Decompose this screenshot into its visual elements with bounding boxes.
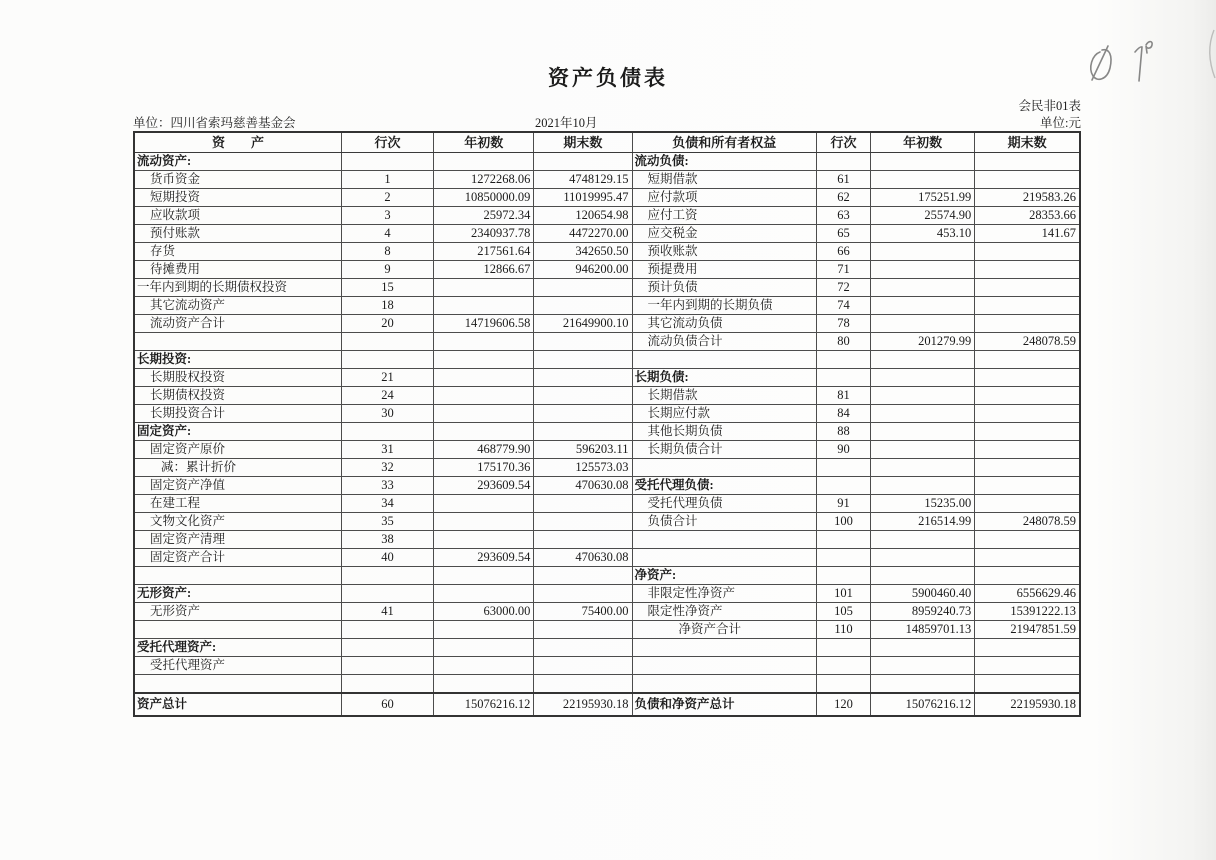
right-closing-balance	[975, 675, 1080, 694]
col-header-line-no: 行次	[341, 132, 433, 153]
left-item-label: 短期投资	[134, 189, 341, 207]
right-closing-balance	[975, 495, 1080, 513]
table-row	[134, 279, 1080, 297]
right-opening-balance: 175251.99	[871, 189, 975, 207]
left-item-label: 无形资产	[134, 603, 341, 621]
left-line-number: 3	[341, 207, 433, 225]
right-line-number: 65	[816, 225, 870, 243]
left-item-label: 文物文化资产	[134, 513, 341, 531]
right-closing-balance	[975, 243, 1080, 261]
left-closing-balance	[534, 405, 632, 423]
left-item-label: 长期股权投资	[134, 369, 341, 387]
left-opening-balance	[434, 297, 534, 315]
right-item-label: 一年内到期的长期负债	[632, 297, 816, 315]
left-closing-balance	[534, 423, 632, 441]
right-opening-balance	[871, 171, 975, 189]
left-closing-balance	[534, 621, 632, 639]
right-opening-balance	[871, 549, 975, 567]
right-line-number: 105	[816, 603, 870, 621]
right-opening-balance: 5900460.40	[871, 585, 975, 603]
right-opening-balance	[871, 261, 975, 279]
right-item-label: 流动负债:	[632, 153, 816, 171]
left-line-number: 9	[341, 261, 433, 279]
right-line-number: 80	[816, 333, 870, 351]
left-closing-balance	[534, 585, 632, 603]
left-item-label: 固定资产清理	[134, 531, 341, 549]
left-line-number	[341, 675, 433, 694]
table-row	[134, 495, 1080, 513]
right-opening-balance	[871, 297, 975, 315]
left-closing-balance: 4472270.00	[534, 225, 632, 243]
left-line-number: 33	[341, 477, 433, 495]
right-item-label: 流动负债合计	[632, 333, 816, 351]
table-row	[134, 693, 1080, 716]
left-closing-balance: 120654.98	[534, 207, 632, 225]
left-line-number: 31	[341, 441, 433, 459]
right-closing-balance: 28353.66	[975, 207, 1080, 225]
left-closing-balance: 22195930.18	[534, 693, 632, 716]
right-opening-balance: 453.10	[871, 225, 975, 243]
right-closing-balance: 21947851.59	[975, 621, 1080, 639]
table-row	[134, 513, 1080, 531]
right-line-number	[816, 639, 870, 657]
left-line-number	[341, 153, 433, 171]
right-closing-balance	[975, 639, 1080, 657]
left-line-number	[341, 351, 433, 369]
left-closing-balance: 946200.00	[534, 261, 632, 279]
right-item-label	[632, 459, 816, 477]
left-closing-balance: 75400.00	[534, 603, 632, 621]
right-opening-balance: 15235.00	[871, 495, 975, 513]
right-closing-balance: 219583.26	[975, 189, 1080, 207]
left-line-number	[341, 333, 433, 351]
right-item-label: 限定性净资产	[632, 603, 816, 621]
right-item-label	[632, 531, 816, 549]
right-closing-balance	[975, 477, 1080, 495]
right-item-label: 预收账款	[632, 243, 816, 261]
form-code: 会民非01表	[1018, 99, 1081, 113]
left-line-number: 41	[341, 603, 433, 621]
table-row	[134, 405, 1080, 423]
left-closing-balance	[534, 369, 632, 387]
left-line-number: 40	[341, 549, 433, 567]
right-opening-balance: 8959240.73	[871, 603, 975, 621]
left-item-label: 固定资产原价	[134, 441, 341, 459]
right-item-label	[632, 351, 816, 369]
left-opening-balance	[434, 333, 534, 351]
right-opening-balance: 25574.90	[871, 207, 975, 225]
left-line-number	[341, 657, 433, 675]
table-row	[134, 333, 1080, 351]
left-opening-balance	[434, 423, 534, 441]
right-item-label: 净资产合计	[632, 621, 816, 639]
right-item-label: 受托代理负债:	[632, 477, 816, 495]
right-closing-balance	[975, 657, 1080, 675]
left-item-label	[134, 567, 341, 585]
right-line-number: 120	[816, 693, 870, 716]
left-opening-balance	[434, 657, 534, 675]
right-closing-balance	[975, 279, 1080, 297]
right-line-number: 62	[816, 189, 870, 207]
right-closing-balance	[975, 441, 1080, 459]
left-line-number: 18	[341, 297, 433, 315]
right-item-label: 长期借款	[632, 387, 816, 405]
left-item-label: 固定资产:	[134, 423, 341, 441]
right-closing-balance	[975, 153, 1080, 171]
right-line-number	[816, 459, 870, 477]
right-opening-balance: 216514.99	[871, 513, 975, 531]
right-item-label	[632, 639, 816, 657]
right-line-number: 71	[816, 261, 870, 279]
table-row	[134, 657, 1080, 675]
right-item-label: 净资产:	[632, 567, 816, 585]
right-line-number	[816, 567, 870, 585]
left-closing-balance	[534, 153, 632, 171]
left-item-label: 资产总计	[134, 693, 341, 716]
left-opening-balance: 293609.54	[434, 477, 534, 495]
left-opening-balance	[434, 351, 534, 369]
left-closing-balance: 11019995.47	[534, 189, 632, 207]
right-item-label: 其它流动负债	[632, 315, 816, 333]
meta-row	[133, 113, 1081, 130]
left-opening-balance	[434, 621, 534, 639]
left-opening-balance: 293609.54	[434, 549, 534, 567]
left-opening-balance: 175170.36	[434, 459, 534, 477]
left-closing-balance	[534, 279, 632, 297]
right-line-number: 88	[816, 423, 870, 441]
left-line-number: 21	[341, 369, 433, 387]
left-opening-balance: 1272268.06	[434, 171, 534, 189]
left-line-number: 32	[341, 459, 433, 477]
currency-unit: 单位:元	[1040, 116, 1081, 130]
right-line-number: 100	[816, 513, 870, 531]
right-opening-balance	[871, 639, 975, 657]
left-item-label: 长期投资:	[134, 351, 341, 369]
right-item-label: 负债和净资产总计	[632, 693, 816, 716]
table-row	[134, 189, 1080, 207]
right-line-number: 74	[816, 297, 870, 315]
table-row	[134, 171, 1080, 189]
left-closing-balance: 342650.50	[534, 243, 632, 261]
balance-sheet-body	[134, 153, 1080, 717]
left-closing-balance: 4748129.15	[534, 171, 632, 189]
right-closing-balance	[975, 405, 1080, 423]
right-closing-balance	[975, 387, 1080, 405]
right-item-label	[632, 549, 816, 567]
right-opening-balance	[871, 279, 975, 297]
page-title: 资产负债表	[548, 66, 668, 90]
table-row	[134, 243, 1080, 261]
table-row	[134, 549, 1080, 567]
table-row	[134, 603, 1080, 621]
left-opening-balance	[434, 279, 534, 297]
left-line-number: 1	[341, 171, 433, 189]
left-opening-balance: 25972.34	[434, 207, 534, 225]
right-closing-balance	[975, 567, 1080, 585]
left-opening-balance	[434, 369, 534, 387]
left-item-label: 预付账款	[134, 225, 341, 243]
left-line-number	[341, 639, 433, 657]
right-line-number: 78	[816, 315, 870, 333]
left-opening-balance	[434, 153, 534, 171]
right-item-label: 负债合计	[632, 513, 816, 531]
col-header-assets: 资 产	[134, 132, 341, 153]
left-closing-balance: 470630.08	[534, 549, 632, 567]
scan-edge-artifact	[1200, 28, 1216, 80]
right-line-number: 91	[816, 495, 870, 513]
right-line-number	[816, 531, 870, 549]
left-closing-balance	[534, 567, 632, 585]
right-item-label: 受托代理负债	[632, 495, 816, 513]
right-line-number	[816, 369, 870, 387]
right-line-number: 101	[816, 585, 870, 603]
right-opening-balance	[871, 477, 975, 495]
right-opening-balance: 14859701.13	[871, 621, 975, 639]
left-closing-balance	[534, 297, 632, 315]
left-item-label: 在建工程	[134, 495, 341, 513]
table-row	[134, 351, 1080, 369]
right-closing-balance	[975, 351, 1080, 369]
left-item-label: 货币资金	[134, 171, 341, 189]
table-row	[134, 675, 1080, 694]
right-item-label: 应付款项	[632, 189, 816, 207]
right-opening-balance	[871, 315, 975, 333]
left-line-number: 38	[341, 531, 433, 549]
right-closing-balance	[975, 369, 1080, 387]
left-item-label: 其它流动资产	[134, 297, 341, 315]
table-row	[134, 621, 1080, 639]
right-closing-balance: 15391222.13	[975, 603, 1080, 621]
left-opening-balance: 15076216.12	[434, 693, 534, 716]
report-period: 2021年10月	[535, 116, 598, 130]
right-opening-balance: 201279.99	[871, 333, 975, 351]
right-line-number: 90	[816, 441, 870, 459]
right-item-label: 长期应付款	[632, 405, 816, 423]
left-closing-balance: 125573.03	[534, 459, 632, 477]
right-line-number: 61	[816, 171, 870, 189]
left-closing-balance	[534, 387, 632, 405]
right-opening-balance: 15076216.12	[871, 693, 975, 716]
right-item-label: 应交税金	[632, 225, 816, 243]
header-row	[134, 132, 1080, 153]
right-opening-balance	[871, 459, 975, 477]
table-row	[134, 423, 1080, 441]
right-closing-balance	[975, 531, 1080, 549]
left-item-label: 一年内到期的长期债权投资	[134, 279, 341, 297]
right-item-label: 预提费用	[632, 261, 816, 279]
left-closing-balance: 470630.08	[534, 477, 632, 495]
left-line-number: 2	[341, 189, 433, 207]
table-row	[134, 297, 1080, 315]
right-opening-balance	[871, 657, 975, 675]
left-item-label: 长期债权投资	[134, 387, 341, 405]
left-line-number: 60	[341, 693, 433, 716]
left-line-number: 24	[341, 387, 433, 405]
right-item-label: 预计负债	[632, 279, 816, 297]
right-item-label: 应付工资	[632, 207, 816, 225]
right-line-number	[816, 657, 870, 675]
left-opening-balance	[434, 585, 534, 603]
right-opening-balance	[871, 423, 975, 441]
left-line-number	[341, 585, 433, 603]
right-line-number: 63	[816, 207, 870, 225]
right-item-label	[632, 657, 816, 675]
table-row	[134, 225, 1080, 243]
table-row	[134, 477, 1080, 495]
left-item-label: 流动资产:	[134, 153, 341, 171]
right-closing-balance	[975, 549, 1080, 567]
left-opening-balance: 468779.90	[434, 441, 534, 459]
left-item-label: 长期投资合计	[134, 405, 341, 423]
table-row	[134, 639, 1080, 657]
right-line-number	[816, 675, 870, 694]
right-opening-balance	[871, 441, 975, 459]
col-header-closing: 期末数	[534, 132, 632, 153]
left-opening-balance	[434, 531, 534, 549]
left-closing-balance	[534, 531, 632, 549]
org-unit: 单位：四川省索玛慈善基金会	[133, 116, 296, 130]
table-row	[134, 459, 1080, 477]
left-closing-balance: 596203.11	[534, 441, 632, 459]
right-closing-balance	[975, 423, 1080, 441]
left-line-number	[341, 621, 433, 639]
left-closing-balance	[534, 495, 632, 513]
left-line-number: 34	[341, 495, 433, 513]
table-row	[134, 261, 1080, 279]
left-line-number: 4	[341, 225, 433, 243]
col-header-opening: 年初数	[434, 132, 534, 153]
left-opening-balance: 217561.64	[434, 243, 534, 261]
right-line-number: 66	[816, 243, 870, 261]
table-row	[134, 531, 1080, 549]
right-item-label: 长期负债合计	[632, 441, 816, 459]
right-line-number	[816, 549, 870, 567]
left-closing-balance	[534, 513, 632, 531]
left-closing-balance	[534, 675, 632, 694]
left-closing-balance: 21649900.10	[534, 315, 632, 333]
right-item-label	[632, 675, 816, 694]
left-opening-balance	[434, 639, 534, 657]
col-header-closing-2: 期末数	[975, 132, 1080, 153]
left-item-label	[134, 333, 341, 351]
left-line-number: 30	[341, 405, 433, 423]
right-opening-balance	[871, 567, 975, 585]
right-closing-balance	[975, 459, 1080, 477]
col-header-opening-2: 年初数	[871, 132, 975, 153]
right-opening-balance	[871, 531, 975, 549]
left-opening-balance	[434, 405, 534, 423]
left-line-number: 15	[341, 279, 433, 297]
right-closing-balance: 248078.59	[975, 513, 1080, 531]
right-closing-balance: 22195930.18	[975, 693, 1080, 716]
left-item-label: 固定资产合计	[134, 549, 341, 567]
left-item-label: 无形资产:	[134, 585, 341, 603]
left-line-number: 20	[341, 315, 433, 333]
table-row	[134, 315, 1080, 333]
left-opening-balance: 10850000.09	[434, 189, 534, 207]
left-closing-balance	[534, 639, 632, 657]
left-opening-balance: 2340937.78	[434, 225, 534, 243]
left-opening-balance: 14719606.58	[434, 315, 534, 333]
table-row	[134, 585, 1080, 603]
right-line-number: 81	[816, 387, 870, 405]
left-line-number	[341, 567, 433, 585]
left-opening-balance	[434, 513, 534, 531]
table-row	[134, 387, 1080, 405]
left-opening-balance	[434, 495, 534, 513]
right-closing-balance	[975, 315, 1080, 333]
right-closing-balance: 6556629.46	[975, 585, 1080, 603]
left-item-label: 存货	[134, 243, 341, 261]
left-opening-balance	[434, 675, 534, 694]
left-line-number: 35	[341, 513, 433, 531]
right-closing-balance: 248078.59	[975, 333, 1080, 351]
left-line-number	[341, 423, 433, 441]
left-closing-balance	[534, 657, 632, 675]
right-closing-balance	[975, 261, 1080, 279]
table-row	[134, 369, 1080, 387]
right-opening-balance	[871, 351, 975, 369]
left-item-label: 减：累计折价	[134, 459, 341, 477]
left-opening-balance	[434, 387, 534, 405]
left-closing-balance	[534, 351, 632, 369]
left-item-label: 固定资产净值	[134, 477, 341, 495]
right-closing-balance	[975, 297, 1080, 315]
left-item-label: 流动资产合计	[134, 315, 341, 333]
col-header-line-no-2: 行次	[816, 132, 870, 153]
right-line-number: 72	[816, 279, 870, 297]
right-closing-balance	[975, 171, 1080, 189]
right-opening-balance	[871, 243, 975, 261]
right-item-label: 其他长期负债	[632, 423, 816, 441]
right-line-number	[816, 477, 870, 495]
left-item-label: 受托代理资产	[134, 657, 341, 675]
left-item-label: 应收款项	[134, 207, 341, 225]
right-line-number: 110	[816, 621, 870, 639]
table-row	[134, 567, 1080, 585]
left-line-number: 8	[341, 243, 433, 261]
right-item-label: 非限定性净资产	[632, 585, 816, 603]
table-row	[134, 153, 1080, 171]
handwritten-mark	[1078, 28, 1188, 90]
right-opening-balance	[871, 387, 975, 405]
table-row	[134, 441, 1080, 459]
left-opening-balance: 63000.00	[434, 603, 534, 621]
right-opening-balance	[871, 369, 975, 387]
left-item-label: 待摊费用	[134, 261, 341, 279]
left-item-label: 受托代理资产:	[134, 639, 341, 657]
right-line-number	[816, 351, 870, 369]
left-closing-balance	[534, 333, 632, 351]
left-opening-balance	[434, 567, 534, 585]
right-item-label: 短期借款	[632, 171, 816, 189]
right-line-number	[816, 153, 870, 171]
right-line-number: 84	[816, 405, 870, 423]
table-row	[134, 207, 1080, 225]
col-header-liabilities: 负债和所有者权益	[632, 132, 816, 153]
left-item-label	[134, 675, 341, 694]
right-opening-balance	[871, 405, 975, 423]
left-opening-balance: 12866.67	[434, 261, 534, 279]
left-item-label	[134, 621, 341, 639]
right-opening-balance	[871, 675, 975, 694]
balance-sheet-table	[133, 131, 1081, 717]
right-closing-balance: 141.67	[975, 225, 1080, 243]
right-item-label: 长期负债:	[632, 369, 816, 387]
right-opening-balance	[871, 153, 975, 171]
